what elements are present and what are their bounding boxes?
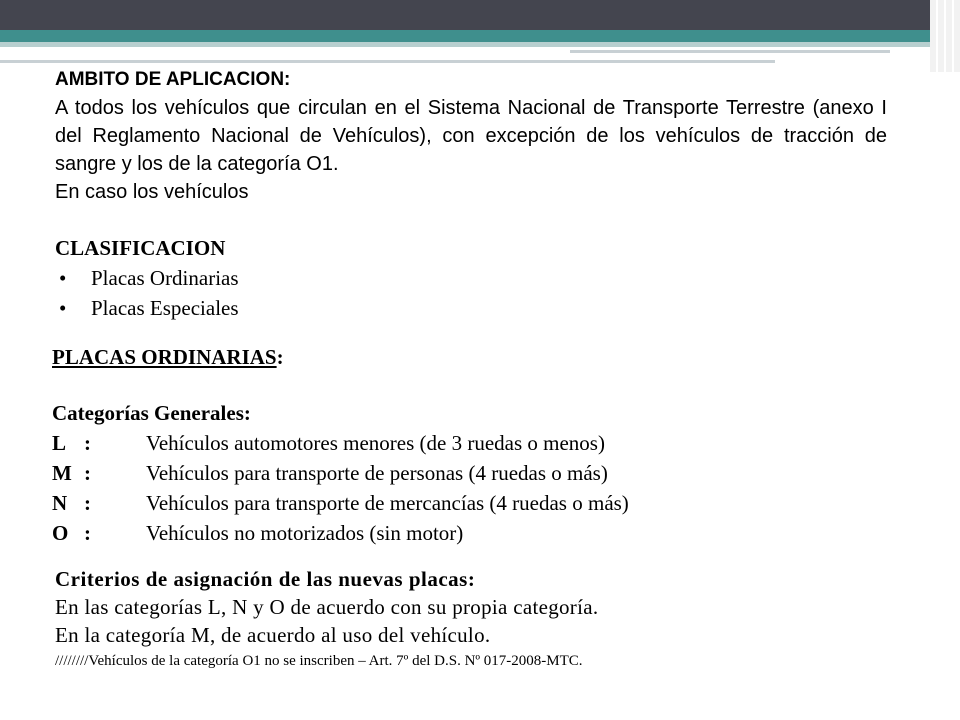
header-edge-strip [930,0,960,72]
list-item [55,263,239,293]
ordinarias-section [52,342,629,548]
criterios-line: En las categorías L, N y O de acuerdo con su propia categoría. [55,595,599,619]
category-code: M [52,461,72,485]
list-item-label: Placas Ordinarias [91,266,239,290]
category-sep: : [84,491,91,515]
ordinarias-title-suffix: : [276,345,284,369]
header-band-dark [0,0,960,30]
category-desc: Vehículos para transporte de personas (4 ruedas o más) [146,461,608,485]
category-desc: Vehículos para transporte de mercancías (4 ruedas o más) [146,491,629,515]
header-band-light [0,42,930,47]
list-item-label: Placas Especiales [91,296,239,320]
category-row [52,458,629,488]
ordinarias-title [52,342,629,372]
header-band-teal [0,30,930,42]
ambito-paragraph: A todos los vehículos que circulan en el Sistema Nacional de Transporte Terrestre (anexo I del Reglamento Nacional de Vehículos), con excepción de los vehículos de tracción de sangre y los de la categoría O1. [55,97,887,175]
category-sep: : [84,431,91,455]
criterios-title: Criterios de asignación de las nuevas placas: [55,567,476,591]
criterios-note: ////////Vehículos de la categoría O1 no se inscriben – Art. 7º del D.S. Nº 017-2008-MTC. [55,653,583,669]
category-code: L [52,431,67,455]
ambito-heading: AMBITO DE APLICACION: [55,69,291,90]
bullet-icon: • [59,266,67,290]
categorias-subtitle: Categorías Generales: [52,401,251,425]
criterios-line: En la categoría M, de acuerdo al uso del vehículo. [55,623,491,647]
clasificacion-title: CLASIFICACION [55,236,226,260]
header-rule-left [0,60,775,63]
criterios-section [55,565,598,671]
ordinarias-title-text: PLACAS ORDINARIAS [52,345,277,369]
category-code: O [52,521,69,545]
clasificacion-section [55,233,239,323]
category-sep: : [84,461,91,485]
category-row [52,488,629,518]
ambito-section [55,66,887,206]
category-code: N [52,491,68,515]
category-desc: Vehículos automotores menores (de 3 ruedas o menos) [146,431,605,455]
category-row [52,428,629,458]
list-item [55,293,239,323]
bullet-icon: • [59,296,67,320]
category-desc: Vehículos no motorizados (sin motor) [146,521,464,545]
header-rule-right [570,50,890,53]
ambito-extra: En caso los vehículos [55,181,249,203]
category-row [52,518,629,548]
category-sep: : [84,521,91,545]
